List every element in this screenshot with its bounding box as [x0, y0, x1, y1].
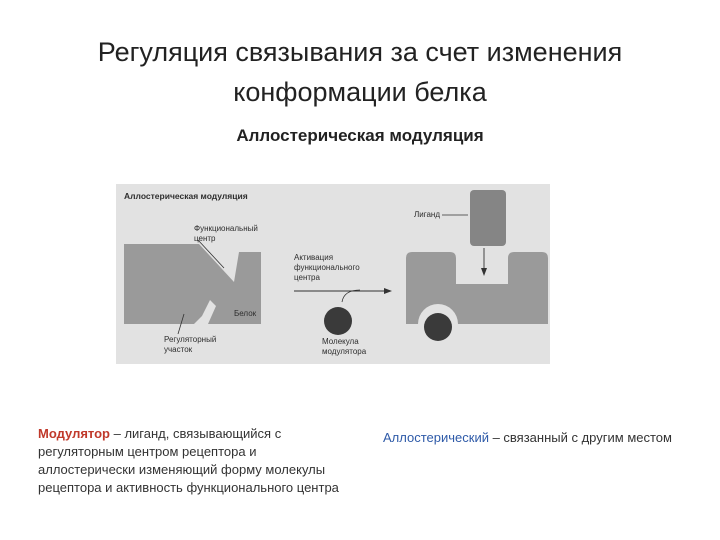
figure-title: Аллостерическая модуляция — [124, 191, 248, 201]
definition-allosteric — [383, 429, 673, 447]
modulator-molecule — [324, 307, 352, 335]
definition-modulator-term: Модулятор — [38, 426, 110, 441]
modulator-bound — [424, 313, 452, 341]
label-protein: Белок — [234, 309, 257, 318]
definition-modulator — [38, 425, 348, 497]
label-activation: Активация функционального центра — [294, 253, 360, 282]
label-functional-center: Функциональный центр — [194, 224, 258, 243]
label-regulatory-site: Регуляторный участок — [164, 335, 217, 354]
definition-modulator-text: – лиганд, связывающийся с регуляторным центром рецептора и аллостерически изменяющий форму молекулы рецептора и активность функционального центра — [38, 426, 339, 495]
definition-allosteric-term: Аллостерический — [383, 430, 489, 445]
slide-title-line-2: конформации белка — [233, 77, 487, 107]
ligand-block — [470, 190, 506, 246]
allosteric-modulation-figure — [116, 184, 550, 364]
label-ligand: Лиганд — [414, 210, 440, 219]
definition-allosteric-text: – связанный с другим местом — [488, 430, 672, 445]
slide-title-line-1: Регуляция связывания за счет изменения — [97, 37, 623, 67]
label-modulator: Молекула модулятора — [322, 337, 367, 356]
slide-subtitle: Аллостерическая модуляция — [236, 126, 484, 145]
slide-title — [40, 32, 680, 112]
